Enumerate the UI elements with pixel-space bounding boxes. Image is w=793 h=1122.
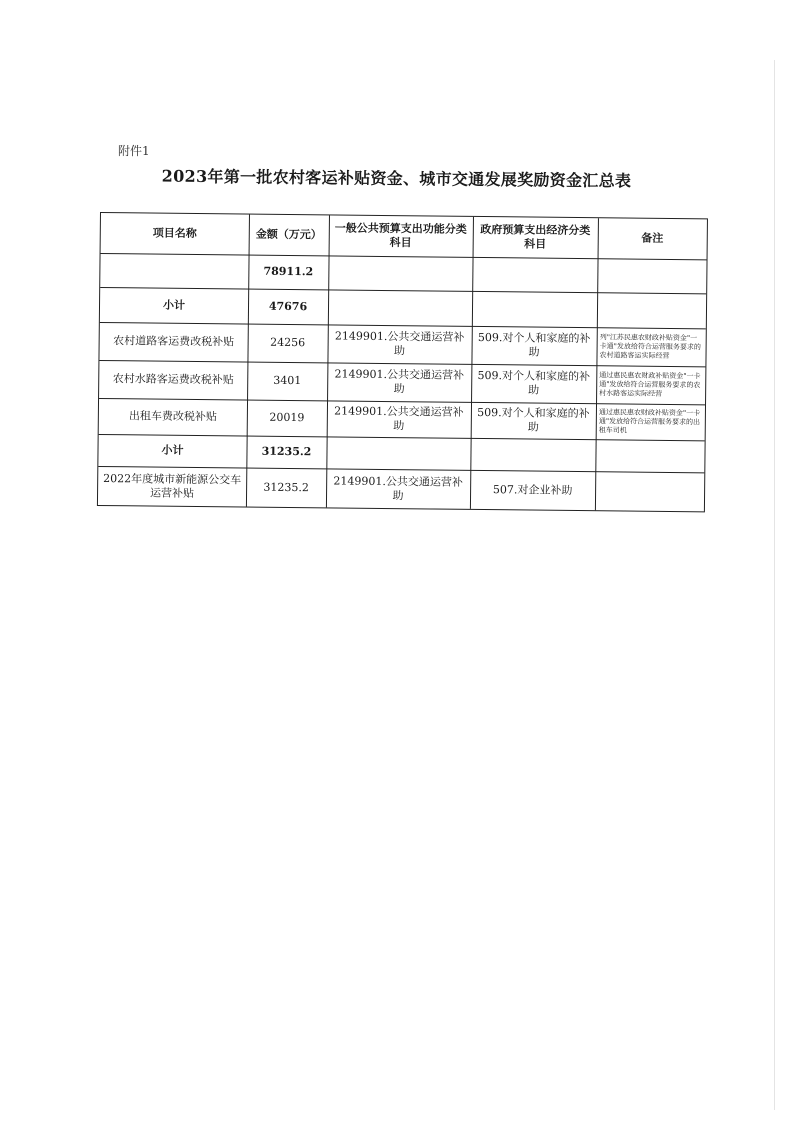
header-amount: 金额（万元）: [255, 227, 322, 242]
cell-name: 小计: [162, 298, 186, 312]
cell-economic-category: 509.对个人和家庭的补助: [477, 330, 591, 359]
cell-name: [100, 253, 248, 289]
cell-amount: 47676: [268, 299, 308, 313]
cell-name: 出租车费改税补贴: [128, 409, 217, 424]
cell-function-category: 2149901.公共交通运营补助: [334, 329, 465, 358]
cell-amount: 31235.2: [263, 480, 309, 494]
cell-economic-category: 509.对个人和家庭的补助: [477, 405, 590, 434]
cell-name: 农村水路客运费改税补贴: [112, 372, 234, 387]
cell-economic-category: 509.对个人和家庭的补助: [477, 368, 591, 397]
cell-name: 农村道路客运费改税补贴: [113, 334, 235, 349]
cell-name: 小计: [161, 443, 184, 457]
header-project-name: 项目名称: [152, 226, 197, 241]
summary-table: [97, 212, 708, 512]
header-economic-category: 政府预算支出经济分类科目: [480, 222, 591, 251]
cell-function-category: 2149901.公共交通运营补助: [334, 404, 464, 433]
document-title: 2023年第一批农村客运补贴资金、城市交通发展奖励资金汇总表: [161, 166, 632, 191]
cell-remarks: 通过惠民惠农财政补贴资金"一卡通"发放给符合运营服务要求的农村水路客运实际经营: [599, 370, 701, 398]
cell-amount: 24256: [270, 335, 306, 350]
page-edge: [774, 60, 775, 1110]
header-remarks: 备注: [641, 231, 664, 245]
header-function-category: 一般公共预算支出功能分类科目: [334, 221, 467, 250]
cell-economic-category: 507.对企业补助: [492, 482, 573, 497]
cell-amount: 31235.2: [261, 444, 312, 459]
cell-remarks: 通过惠民惠农财政补贴资金"一卡通"发放给符合运营服务要求的出租车司机: [598, 407, 701, 435]
cell-name: 2022年度城市新能源公交车运营补贴: [103, 471, 242, 500]
cell-amount: 78911.2: [263, 264, 314, 279]
attachment-label: 附件1: [118, 144, 150, 158]
cell-remarks: 列"江苏民惠农财政补贴资金"一卡通"发放给符合运营服务要求的农村道路客运实际经营: [599, 332, 701, 360]
cell-amount: 20019: [269, 410, 305, 425]
cell-function-category: 2149901.公共交通运营补助: [334, 367, 465, 396]
cell-function-category: 2149901.公共交通运营补助: [333, 473, 464, 502]
cell-amount: 3401: [273, 373, 302, 388]
